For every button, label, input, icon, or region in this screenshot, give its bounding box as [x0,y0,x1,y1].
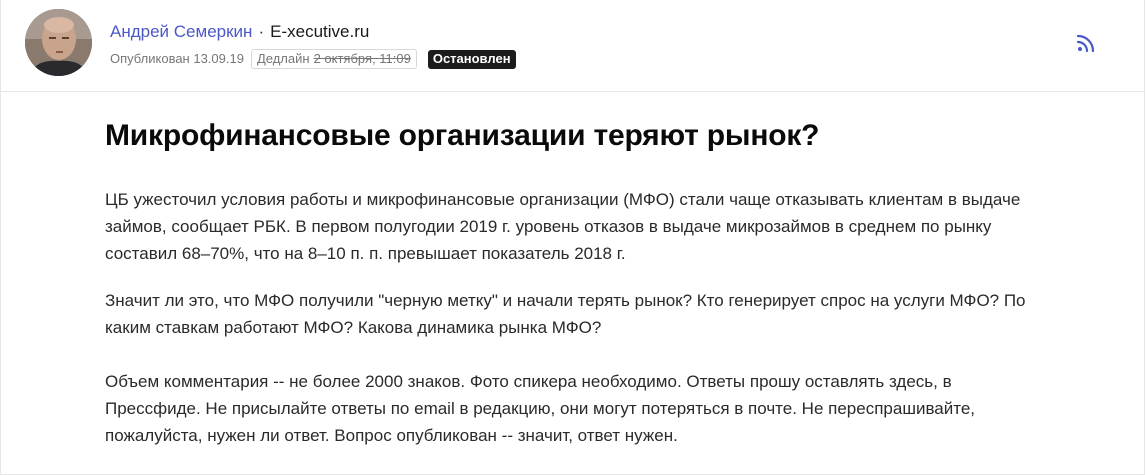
published-date: Опубликован 13.09.19 [110,51,244,66]
article-title: Микрофинансовые организации теряют рынок? [105,119,820,152]
deadline-label: Дедлайн [256,51,310,66]
article-paragraph: Значит ли это, что МФО получили "черную метку" и начали терять рынок? Кто генерирует спрос на услуги МФО? По каким ставкам работают МФО? Какова динамика рынка МФО? [105,291,1026,337]
article-paragraph: Объем комментария -- не более 2000 знаков. Фото спикера необходимо. Ответы прошу оставлять здесь, в Прессфиде. Не присылайте ответы по email в редакцию, они могут потеряться в почте. Не переспрашивайте, пожалуйста, нужен ли ответ. Вопрос опубликован -- значит, ответ нужен. [105,372,976,445]
author-name-link[interactable]: Андрей Семеркин [110,22,253,41]
rss-icon[interactable] [1076,33,1096,53]
company-name: E-xecutive.ru [270,22,370,41]
avatar-photo [25,9,92,76]
article-paragraph: ЦБ ужесточил условия работы и микрофинансовые организации (МФО) стали чаще отказывать клиентам в выдаче займов, сообщает РБК. В первом полугодии 2019 г. уровень отказов в выдаче микрозаймов в среднем по рынку составил 68–70%, что на 8–10 п. п. превышает показатель 2018 г. [105,190,1021,263]
deadline-date: 2 октября, 11:09 [313,51,411,66]
question-header [1,0,1144,92]
meta-line [110,49,516,69]
author-line [110,21,369,43]
status-badge: Остановлен [428,50,516,69]
deadline-box [251,49,417,69]
article-content [105,116,1045,445]
avatar[interactable] [25,9,92,76]
separator-dot: · [258,22,265,41]
